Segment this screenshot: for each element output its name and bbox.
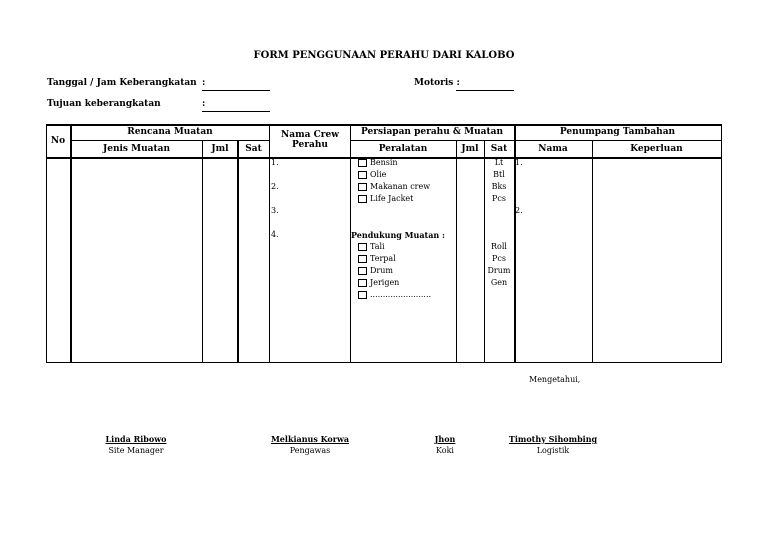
header-jml2: Jml	[461, 144, 479, 154]
signature-block	[425, 434, 465, 456]
unit-value: Lt	[494, 158, 504, 167]
header-jenis-muatan: Jenis Muatan	[102, 144, 171, 154]
header-peralatan: Peralatan	[378, 144, 428, 154]
pendukung-units	[484, 241, 514, 289]
col-divider-crew	[350, 124, 351, 362]
unit-value: Roll	[491, 242, 507, 251]
tanggal-colon: :	[202, 78, 206, 88]
unit-value: Btl	[493, 170, 505, 179]
signature-block	[505, 434, 601, 456]
signer-name: Melkianus Korwa	[270, 434, 350, 444]
col-divider-no	[70, 124, 72, 362]
rencana-subheader-line	[71, 140, 269, 141]
pendukung-list	[358, 241, 431, 301]
item-label: Terpal	[370, 254, 396, 263]
unit-value: Bks	[491, 182, 507, 191]
peralatan-list	[358, 157, 430, 205]
table-left-border	[46, 124, 47, 362]
item-label: Olie	[370, 170, 387, 179]
header-persiapan: Persiapan perahu & Muatan	[360, 127, 504, 137]
col-divider-jenis	[202, 140, 203, 362]
checklist-item	[358, 289, 431, 301]
checklist-item	[358, 253, 431, 265]
table-bottom-border	[46, 362, 722, 363]
crew-number: 3.	[271, 206, 279, 215]
signer-role: Koki	[436, 446, 454, 455]
checkbox[interactable]	[358, 183, 367, 191]
checklist-item	[358, 241, 431, 253]
item-label: Life Jacket	[370, 194, 414, 203]
header-rencana-muatan: Rencana Muatan	[127, 127, 213, 137]
signer-name: Timothy Sihombing	[508, 434, 598, 444]
checklist-item	[358, 277, 431, 289]
signer-role: Site Manager	[108, 446, 164, 455]
penumpang-number: 2.	[515, 206, 523, 215]
item-label: Bensin	[370, 158, 398, 167]
signer-name: Linda Ribowo	[105, 434, 167, 444]
checkbox[interactable]	[358, 267, 367, 275]
checklist-item	[358, 157, 430, 169]
header-keperluan: Keperluan	[630, 144, 683, 154]
tanggal-field[interactable]	[202, 90, 270, 91]
crew-number: 4.	[271, 230, 279, 239]
header-sat2: Sat	[490, 144, 508, 154]
signature-block	[265, 434, 355, 456]
crew-number: 2.	[271, 182, 279, 191]
checkbox[interactable]	[358, 159, 367, 167]
tujuan-field[interactable]	[202, 111, 270, 112]
table-right-border	[721, 124, 722, 362]
checklist-item	[358, 169, 430, 181]
peralatan-units	[484, 157, 514, 205]
tanggal-label: Tanggal / Jam Keberangkatan	[47, 78, 197, 88]
header-nama-crew: Nama Crew Perahu	[281, 130, 339, 150]
unit-value: Drum	[487, 266, 511, 275]
header-no: No	[50, 136, 66, 146]
checkbox[interactable]	[358, 243, 367, 251]
item-label: Jerigen	[370, 278, 400, 287]
checkbox[interactable]	[358, 279, 367, 287]
unit-value: Gen	[490, 278, 508, 287]
col-divider-jml	[237, 140, 239, 362]
checklist-item	[358, 181, 430, 193]
header-penumpang: Penumpang Tambahan	[559, 127, 676, 137]
tujuan-colon: :	[202, 99, 206, 109]
persiapan-subheader-line	[350, 140, 722, 141]
crew-number: 1.	[271, 158, 279, 167]
penumpang-number: 1.	[515, 158, 523, 167]
header-sat: Sat	[245, 144, 262, 154]
item-label: ........................	[370, 290, 432, 299]
tujuan-label: Tujuan keberangkatan	[47, 99, 161, 109]
motoris-label: Motoris :	[414, 78, 460, 88]
table-top-border	[46, 124, 722, 126]
signature-block	[96, 434, 176, 456]
signer-role: Pengawas	[289, 446, 331, 455]
col-divider-sat	[269, 124, 270, 362]
mengetahui-label: Mengetahui,	[529, 375, 581, 384]
header-nama: Nama	[538, 144, 568, 154]
checkbox[interactable]	[358, 255, 367, 263]
motoris-field[interactable]	[456, 90, 514, 91]
col-divider-nama	[592, 140, 593, 362]
form-title: FORM PENGGUNAAN PERAHU DARI KALOBO	[253, 50, 515, 61]
item-label: Makanan crew	[370, 182, 431, 191]
col-divider-peralatan	[456, 140, 457, 362]
unit-value: Pcs	[492, 254, 506, 263]
unit-value: Pcs	[492, 194, 506, 203]
item-label: Drum	[370, 266, 393, 275]
checkbox[interactable]	[358, 171, 367, 179]
signer-role: Logistik	[536, 446, 570, 455]
signer-name: Jhon	[434, 434, 456, 444]
checklist-item	[358, 193, 430, 205]
item-label: Tali	[370, 242, 385, 251]
checkbox[interactable]	[358, 195, 367, 203]
checkbox[interactable]	[358, 291, 367, 299]
pendukung-label: Pendukung Muatan :	[351, 230, 445, 240]
checklist-item	[358, 265, 431, 277]
header-jml: Jml	[211, 144, 229, 154]
